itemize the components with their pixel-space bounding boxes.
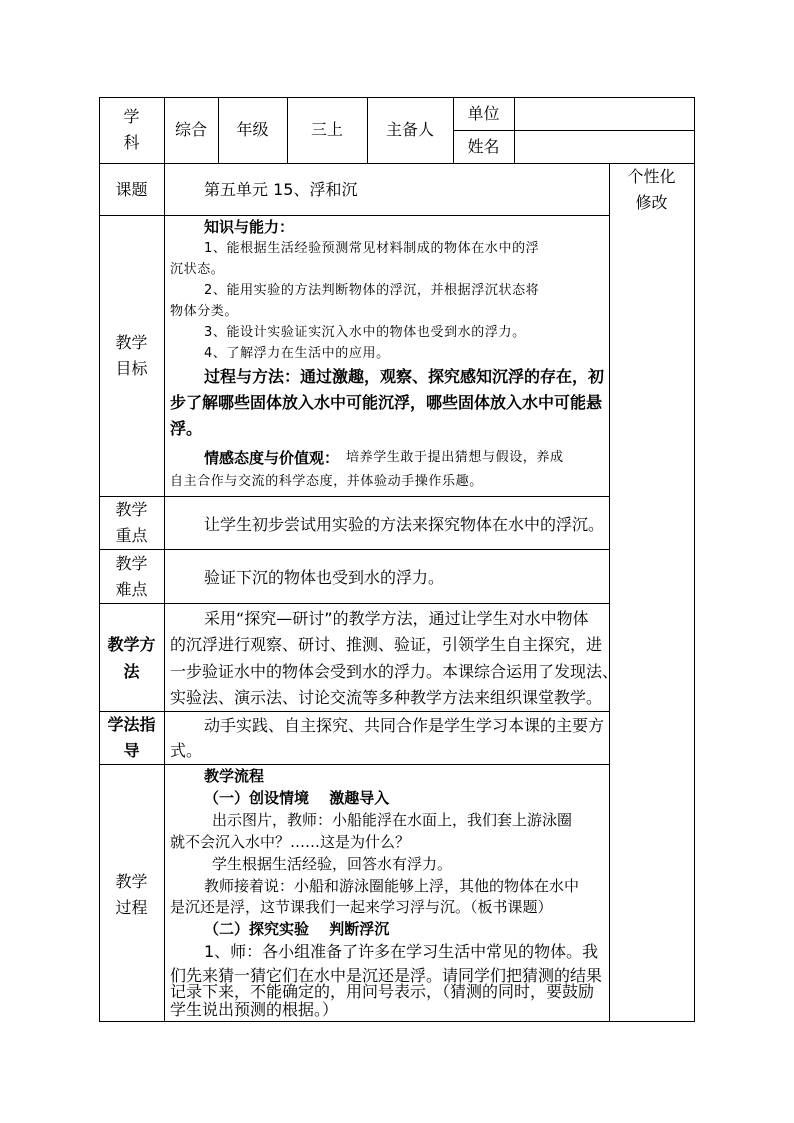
keypoint-label-1: 教学	[115, 500, 148, 519]
difficulty-text: 验证下沉的物体也受到水的浮力。	[204, 568, 445, 587]
goals-line-5: 3、能设计实验证实沉入水中的物体也受到水的浮力。	[204, 325, 526, 340]
process-section-2: （二）探究实验 判断浮沉	[204, 920, 390, 938]
goals-process-line-2: 步了解哪些固体放入水中可能沉浮，哪些固体放入水中可能悬	[170, 393, 603, 412]
row-divider-topic	[99, 215, 609, 216]
method-line-2: 的沉浮进行观察、研讨、推测、验证，引领学生自主探究，进	[170, 635, 603, 654]
goals-heading-knowledge: 知识与能力：	[204, 218, 295, 236]
row-divider-keypoint	[99, 549, 609, 550]
unit-label: 单位	[467, 104, 500, 123]
method-line-4: 实验法、演示法、讨论交流等多种教学方法来组织课堂教学。	[170, 688, 603, 707]
difficulty-label-2: 难点	[115, 580, 148, 599]
method-line-1: 采用“探究—研讨”的教学方法，通过让学生对水中物体	[204, 609, 589, 628]
grade-value: 三上	[310, 120, 343, 139]
goals-line-6: 4、了解浮力在生活中的应用。	[204, 346, 390, 361]
row-divider-header	[99, 163, 695, 164]
header-divider-5	[514, 97, 515, 163]
process-section-1: （一）创设情境 激趣导入	[204, 789, 390, 807]
row-divider-study	[99, 764, 609, 765]
study-label-1: 学法指	[107, 715, 156, 734]
label-column-divider	[164, 97, 165, 1022]
custom-label-2: 修改	[635, 193, 668, 212]
name-label: 姓名	[467, 137, 500, 156]
process-label-1: 教学	[115, 872, 148, 891]
subject-label-2: 科	[123, 133, 140, 152]
grade-label: 年级	[236, 120, 269, 139]
table-top-border	[99, 97, 695, 98]
row-divider-method	[99, 711, 609, 712]
process-text-1: 出示图片，教师：小船能浮在水面上，我们套上游泳圈	[212, 811, 573, 829]
process-title: 教学流程	[204, 767, 265, 785]
method-label-2: 法	[123, 662, 140, 681]
row-divider-goals	[99, 496, 609, 497]
process-text-8: 记录下来，不能确定的，用问号表示，（猜测的同时，要鼓励	[170, 982, 595, 1001]
goals-line-2: 沉状态。	[170, 262, 225, 277]
process-text-5: 是沉还是浮，这节课我们一起来学习浮与沉。（板书课题）	[170, 898, 553, 916]
goals-attitude-label: 情感态度与价值观：	[204, 449, 340, 467]
method-label-1: 教学方	[107, 635, 156, 654]
process-text-7: 们先来猜一猜它们在水中是沉还是浮。请同学们把猜测的结果	[170, 966, 603, 985]
goals-attitude-text-2: 自主合作与交流的科学态度，并体验动手操作乐趣。	[170, 474, 483, 489]
method-line-3: 一步验证水中的物体会受到水的浮力。本课综合运用了发现法、	[170, 662, 619, 681]
goals-process-line-1: 过程与方法：通过激趣，观察、探究感知沉浮的存在，初	[204, 367, 605, 386]
study-line-2: 式。	[170, 741, 203, 760]
subject-value: 综合	[174, 120, 207, 139]
study-label-2: 导	[123, 741, 140, 760]
topic-label: 课题	[115, 180, 148, 199]
custom-column-divider	[609, 163, 610, 1022]
table-bottom-border	[99, 1021, 695, 1022]
goals-label-1: 教学	[115, 333, 148, 352]
subject-label-1: 学	[123, 107, 140, 126]
process-text-2: 就不会沉入水中？……这是为什么？	[170, 833, 411, 851]
process-text-6: 1、师：各小组准备了许多在学习生活中常见的物体。我	[204, 942, 599, 961]
process-text-4: 教师接着说：小船和游泳圈能够上浮，其他的物体在水中	[204, 877, 580, 895]
difficulty-label-1: 教学	[115, 554, 148, 573]
keypoint-text: 让学生初步尝试用实验的方法来探究物体在水中的浮沉。	[204, 515, 605, 534]
process-text-9: 学生说出预测的根据。）	[170, 1000, 339, 1019]
goals-line-4: 物体分类。	[170, 304, 239, 319]
goals-label-2: 目标	[115, 359, 148, 378]
process-text-3: 学生根据生活经验，回答水有浮力。	[212, 855, 453, 873]
row-divider-difficulty	[99, 603, 609, 604]
table-right-border	[694, 97, 695, 1022]
keypoint-label-2: 重点	[115, 526, 148, 545]
process-label-2: 过程	[115, 898, 148, 917]
goals-process-line-3: 浮。	[170, 419, 203, 438]
custom-label-1: 个性化	[627, 167, 676, 186]
topic-value: 第五单元 15、浮和沉	[204, 180, 358, 199]
study-line-1: 动手实践、自主探究、共同合作是学生学习本课的主要方	[204, 716, 605, 735]
preparer-label: 主备人	[385, 120, 434, 139]
goals-line-1: 1、能根据生活经验预测常见材料制成的物体在水中的浮	[204, 241, 540, 256]
goals-line-3: 2、能用实验的方法判断物体的浮沉，并根据浮沉状态将	[204, 283, 540, 298]
goals-attitude-text-1: 培养学生敢于提出猜想与假设，养成	[346, 450, 564, 465]
unit-name-divider	[453, 130, 695, 131]
